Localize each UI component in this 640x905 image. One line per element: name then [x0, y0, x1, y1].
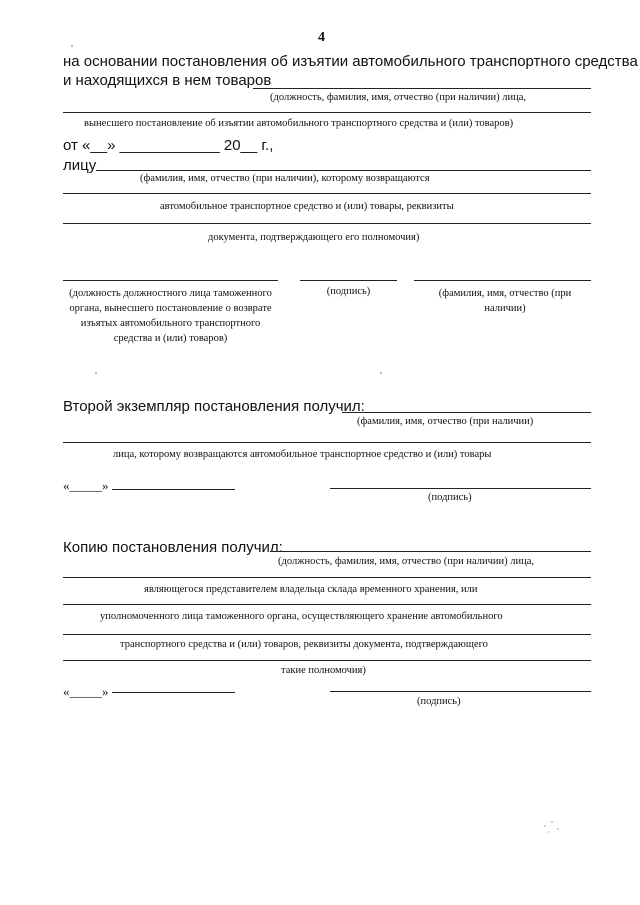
page-number: 4 [318, 30, 325, 45]
header-line-1: на основании постановления об изъятии автомобильного транспортного средства [63, 53, 638, 70]
copy-date: «_____» [63, 684, 109, 699]
sig-col-signature: (подпись) [326, 286, 371, 297]
copy-caption-2: являющегося представителем владельца склада временного хранения, или [144, 584, 478, 595]
header-caption-4: автомобильное транспортное средство и (или) товары, реквизиты [160, 201, 454, 212]
header-line-2: и находящихся в нем товаров [63, 72, 272, 89]
second-copy-caption-1: (фамилия, имя, отчество (при наличии) [357, 416, 534, 427]
copy-caption-1: (должность, фамилия, имя, отчество (при наличии) лица, [278, 556, 535, 567]
copy-signature: (подпись) [417, 696, 461, 707]
copy-caption-3: уполномоченного лица таможенного органа, осуществляющего хранение автомобильного [100, 611, 503, 622]
second-copy-date: «_____» [63, 478, 109, 493]
person-label: лицу [63, 157, 97, 174]
second-copy-caption-2: лица, которому возвращаются автомобильное транспортное средство и (или) товары [113, 449, 492, 460]
header-caption-5: документа, подтверждающего его полномочия) [208, 232, 420, 243]
date-from: от «__» ____________ 20__ г., [63, 137, 274, 154]
second-copy-signature: (подпись) [428, 492, 472, 503]
copy-caption-5: такие полномочия) [281, 665, 366, 676]
header-caption-1: (должность, фамилия, имя, отчество (при наличии) лица, [270, 92, 527, 103]
sig-col-position: (должность должностного лица таможенного органа, вынесшего постановление о возврате изъятых автомобильного транспортного средства и (или) товаров) [69, 288, 272, 344]
header-caption-3: (фамилия, имя, отчество (при наличии), которому возвращаются [140, 173, 430, 184]
copy-received-label: Копию постановления получил: [63, 539, 283, 556]
header-caption-2: вынесшего постановление об изъятии автомобильного транспортного средства и (или) товаров) [84, 118, 514, 129]
second-copy-label: Второй экземпляр постановления получил: [63, 398, 365, 415]
copy-caption-4: транспортного средства и (или) товаров, реквизиты документа, подтверждающего [120, 639, 488, 650]
sig-col-name: (фамилия, имя, отчество (при наличии) [438, 288, 572, 314]
